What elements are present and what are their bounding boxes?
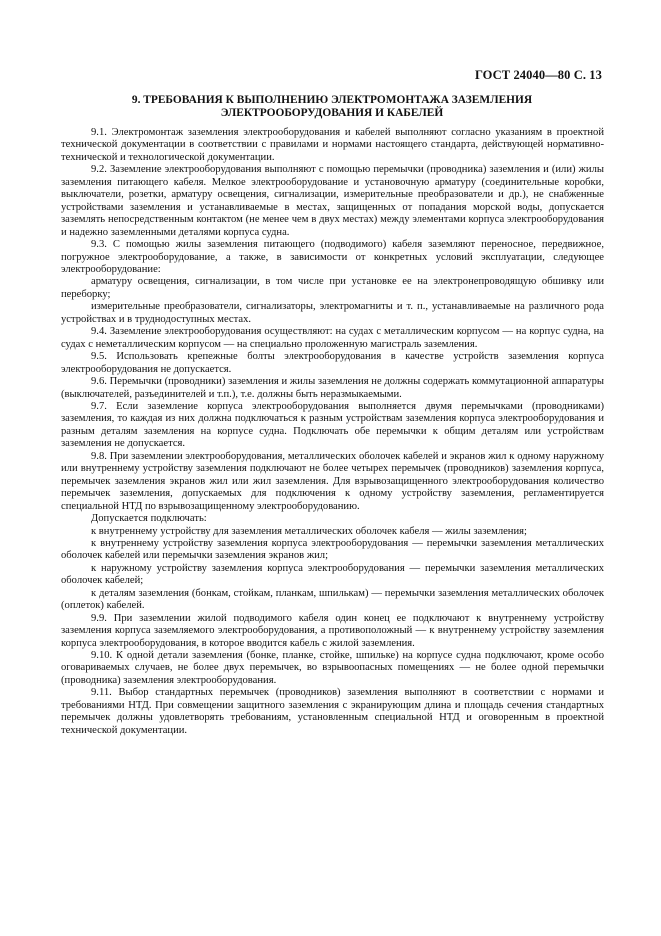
paragraph-9-8: 9.8. При заземлении электрооборудования, металлических оболочек кабелей и экранов жил к одному наружному или внутреннему устройству заземления подключают не более четырех перемычек (проводников) заземления корпуса, перемычек заземления экранов жил или жил заземления. Для взрывозащищенного электрооборудования количество перемычек заземления, допускаемых для подключения к одному устройству заземления, регламентируется специальной НТД по взрывозащищенному электрооборудованию.	[61, 450, 604, 512]
section-title	[60, 94, 604, 120]
paragraph-9-3: 9.3. С помощью жилы заземления питающего (подводимого) кабеля заземляют переносное, передвижное, погружное электрооборудование, а также, в зависимости от конкретных условий эксплуатации, следующее электрооборудование:	[61, 239, 604, 275]
paragraph-9-8-allowed: Допускается подключать:	[91, 513, 207, 525]
paragraph-9-9: 9.9. При заземлении жилой подводимого кабеля один конец ее подключают к внутреннему устройству заземления корпуса заземляемого электрооборудования, а противоположный — к внутреннему устройству заземления корпуса электрооборудования, в которое вводится кабель с жилой заземления.	[61, 612, 604, 649]
paragraph-9-6: 9.6. Перемычки (проводники) заземления и жилы заземления не должны содержать коммутационной аппаратуры (выключателей, разъединителей и т.п.), т.е. должны быть неразмыкаемыми.	[61, 376, 604, 400]
paragraph-9-11: 9.11. Выбор стандартных перемычек (проводников) заземления выполняют в соответствии с нормами и требованиями НТД. При совмещении защитного заземления с экранирующим длина и площадь сечения стандартных перемычек должны удовлетворять требованиям, установленным специальной НТД и оговоренным в проектной технической документации.	[61, 687, 604, 736]
page-header: ГОСТ 24040—80 С. 13	[474, 68, 602, 82]
paragraph-9-3-item-1: арматуру освещения, сигнализации, в том числе при установке ее на электронепроводящую обшивку или переборку;	[61, 276, 604, 300]
paragraph-9-8-item-1: к внутреннему устройству для заземления металлических оболочек кабеля — жилы заземления;	[91, 525, 527, 537]
paragraph-9-8-item-3: к наружному устройству заземления корпуса электрооборудования — перемычки заземления металлических оболочек кабелей;	[61, 562, 604, 587]
document-body	[61, 127, 604, 737]
section-title-line-1: 9. ТРЕБОВАНИЯ К ВЫПОЛНЕНИЮ ЭЛЕКТРОМОНТАЖА ЗАЗЕМЛЕНИЯ	[131, 94, 533, 106]
paragraph-9-8-item-4: к деталям заземления (бонкам, стойкам, планкам, шпилькам) — перемычки заземления металлических оболочек (оплеток) кабелей.	[61, 587, 604, 612]
paragraph-9-1: 9.1. Электромонтаж заземления электрооборудования и кабелей выполняют согласно указаниям в проектной технической документации в соответствии с правилами и нормами настоящего стандарта, действующей нормативно-технической и технологической документации.	[61, 127, 604, 163]
paragraph-9-5: 9.5. Использовать крепежные болты электрооборудования в качестве устройств заземления корпуса электрооборудования не допускается.	[61, 351, 604, 375]
section-title-line-2: ЭЛЕКТРООБОРУДОВАНИЯ И КАБЕЛЕЙ	[220, 107, 444, 119]
paragraph-9-7: 9.7. Если заземление корпуса электрооборудования выполняется двумя перемычками (проводниками) заземления, то каждая из них должна подключаться к разным устройствам заземления корпуса электрооборудования и разным деталям заземления на корпусе судна. Подключать обе перемычки к общим деталям или устройствам заземления не допускается.	[61, 400, 604, 450]
paragraph-9-4: 9.4. Заземление электрооборудования осуществляют: на судах с металлическим корпусом — на корпус судна, на судах с неметаллическим корпусом — на специально проложенную магистраль заземления.	[61, 326, 604, 350]
paragraph-9-10: 9.10. К одной детали заземления (бонке, планке, стойке, шпильке) на корпусе судна подключают, кроме особо оговариваемых случаев, не более двух перемычек, во взрывоопасных помещениях — не более одной перемычки (проводника) заземления электрооборудования.	[61, 650, 604, 686]
paragraph-9-2: 9.2. Заземление электрооборудования выполняют с помощью перемычки (проводника) заземления и (или) жилы заземления питающего кабеля. Мелкое электрооборудование и установочную арматуру (соединительные коробки, выключатели, розетки, арматуру освещения, сигнализации, измерительные преобразователи и др.), не снабженные устройствами заземления и устанавливаемые в местах, защищенных от попадания морской воды, допускается заземлять непосредственным контактом (не менее чем в двух местах) между элементами корпуса электрооборудования и надежно заземленными деталями корпуса судна.	[61, 164, 604, 238]
paragraph-9-8-item-2: к внутреннему устройству заземления корпуса электрооборудования — перемычки заземления металлических оболочек кабелей или перемычки заземления экранов жил;	[61, 537, 604, 562]
paragraph-9-3-item-2: измерительные преобразователи, сигнализаторы, электромагниты и т. п., устанавливаемые на различного рода устройствах и в труднодоступных местах.	[61, 301, 604, 325]
